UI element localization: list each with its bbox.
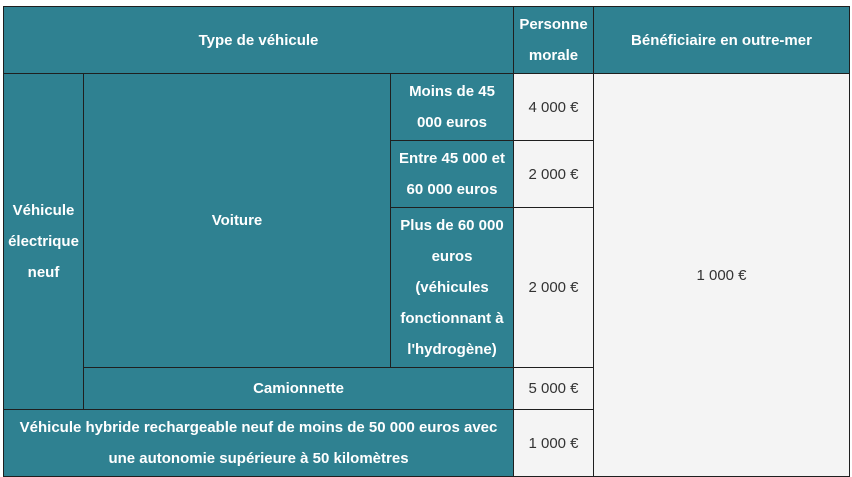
row-label-car: Voiture [84,74,391,368]
row-label-hybrid: Véhicule hybride rechargeable neuf de moins de 50 000 euros avec une autonomie supérieure à 50 kilomètres [4,410,514,477]
van-amount: 5 000 € [514,368,594,410]
price-band-amount: 2 000 € [514,208,594,368]
price-band-label: Plus de 60 000 euros (véhicules fonctionnant à l'hydrogène) [391,208,514,368]
bonus-table [3,6,850,477]
price-band-amount: 4 000 € [514,74,594,141]
hybrid-amount: 1 000 € [514,410,594,477]
price-band-label: Moins de 45 000 euros [391,74,514,141]
header-legal-person: Personne morale [514,7,594,74]
overseas-amount: 1 000 € [594,74,850,477]
header-overseas-beneficiary: Bénéficiaire en outre-mer [594,7,850,74]
row-label-van: Camionnette [84,368,514,410]
header-row [4,7,850,74]
row-label-electric-new: Véhicule électrique neuf [4,74,84,410]
price-band-amount: 2 000 € [514,141,594,208]
header-vehicle-type: Type de véhicule [4,7,514,74]
price-band-label: Entre 45 000 et 60 000 euros [391,141,514,208]
table-row [4,74,850,141]
